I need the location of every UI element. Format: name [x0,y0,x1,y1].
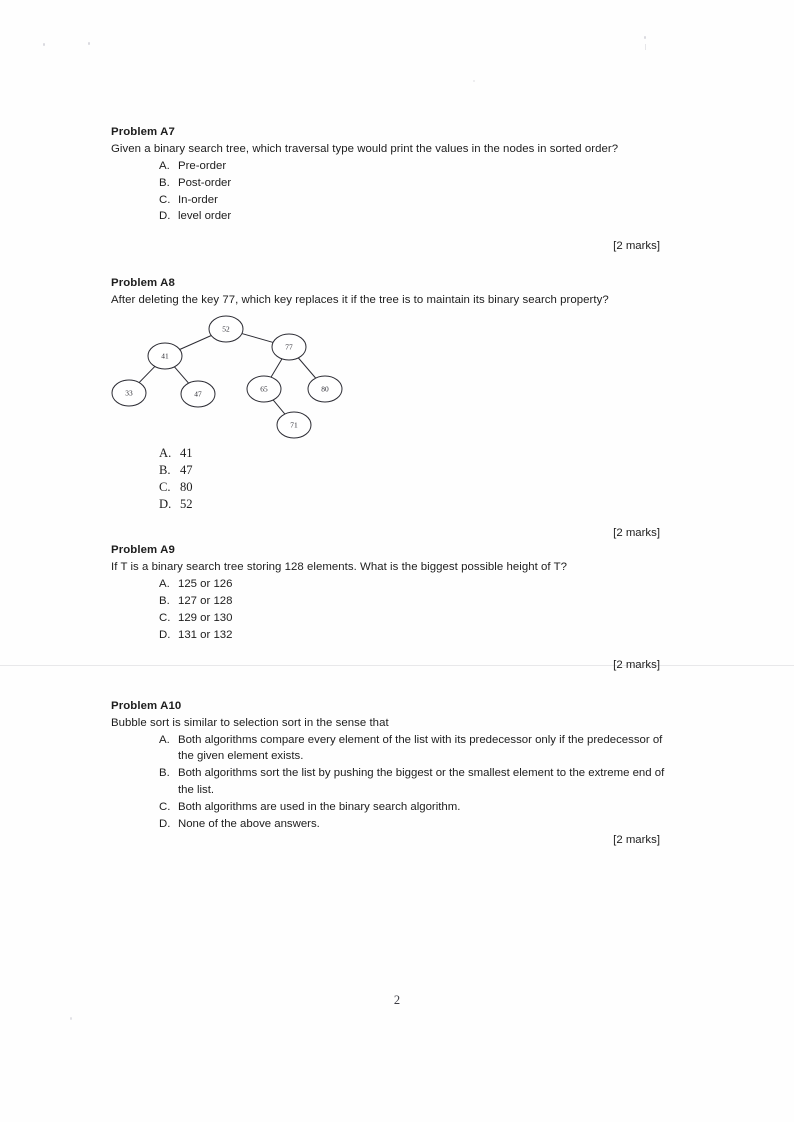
tree-node [112,380,146,406]
problem-a10 [111,698,671,850]
tree-node-label: 33 [125,388,133,398]
tree-nodes [112,316,342,438]
option-a[interactable] [111,158,671,175]
scan-speckle [645,44,646,50]
option-text: Both algorithms are used in the binary search algorithm. [178,800,461,813]
problem-title: Problem A10 [111,699,182,712]
tree-node [181,381,215,407]
option-letter: A. [159,446,172,461]
options-list [111,445,671,512]
scan-speckle [70,1017,72,1020]
option-letter: A. [159,733,170,746]
option-text: 131 or 132 [178,628,233,641]
tree-node [272,334,306,360]
option-text: Both algorithms sort the list by pushing the biggest or the smallest element to the extreme end of the list. [178,767,665,796]
problem-title: Problem A7 [111,126,175,138]
options-list [111,158,671,225]
tree-node-label: 65 [260,384,268,394]
option-text: 47 [180,462,193,477]
option-c[interactable] [111,610,671,627]
tree-node-label: 41 [161,351,169,361]
marks-label: [2 marks] [613,527,660,540]
tree-svg [111,315,391,445]
option-letter: D. [159,496,172,511]
problem-stem: If T is a binary search tree storing 128 elements. What is the biggest possible height of T? [111,561,568,574]
option-d[interactable] [111,496,671,513]
option-letter: B. [159,176,170,189]
problem-a9 [111,542,671,673]
option-a[interactable] [111,732,671,766]
option-d[interactable] [111,627,671,644]
problem-stem: After deleting the key 77, which key replaces it if the tree is to maintain its binary search property? [111,294,609,307]
option-c[interactable] [111,192,671,209]
option-letter: B. [159,767,170,780]
binary-search-tree-diagram [111,315,671,445]
option-d[interactable] [111,208,671,225]
tree-edge [139,367,155,383]
option-text: 52 [180,496,193,511]
option-letter: B. [159,462,171,477]
option-c[interactable] [111,799,671,816]
option-text: 127 or 128 [178,595,233,608]
exam-content [111,124,671,849]
option-a[interactable] [111,445,671,462]
tree-edge [273,400,285,414]
option-letter: A. [159,160,170,172]
option-letter: D. [159,817,171,830]
option-text: 129 or 130 [178,611,233,624]
problem-a8 [111,275,671,542]
tree-node [308,376,342,402]
scan-speckle [473,80,475,82]
option-c[interactable] [111,479,671,496]
option-letter: D. [159,210,171,223]
tree-edge [271,359,282,377]
marks-label: [2 marks] [613,240,660,253]
option-text: Pre-order [178,160,227,172]
problem-title: Problem A9 [111,544,175,557]
option-letter: C. [159,611,171,624]
tree-edge [242,334,273,343]
option-letter: C. [159,193,171,206]
page-number: 2 [393,993,401,1007]
option-letter: A. [159,578,170,591]
tree-edge [180,336,212,350]
marks-label: [2 marks] [613,658,660,671]
scan-speckle [88,42,90,45]
tree-edge [174,367,188,383]
option-b[interactable] [111,765,671,799]
option-text: 125 or 126 [178,578,233,591]
problem-stem: Given a binary search tree, which traversal type would print the values in the nodes in sorted order? [111,143,619,155]
option-b[interactable] [111,593,671,610]
option-text: In-order [178,193,218,206]
option-text: Both algorithms compare every element of the list with its predecessor only if the predecessor of the given element exists. [178,733,663,763]
options-list [111,732,671,833]
option-b[interactable] [111,175,671,192]
problem-title: Problem A8 [111,277,175,290]
tree-node-label: 47 [194,389,202,399]
tree-node [277,412,311,438]
marks-label: [2 marks] [613,834,660,847]
option-text: 41 [180,446,193,461]
tree-node [148,343,182,369]
scan-speckle [644,36,646,39]
options-list [111,576,671,643]
option-letter: B. [159,595,170,608]
tree-edge [298,358,315,378]
problem-stem: Bubble sort is similar to selection sort in the sense that [111,716,389,729]
tree-node-label: 52 [222,324,230,334]
option-text: level order [178,210,232,223]
tree-node-label: 77 [285,342,293,352]
option-letter: C. [159,800,171,813]
option-b[interactable] [111,462,671,479]
tree-node-label: 80 [321,384,329,394]
option-text: None of the above answers. [178,817,320,830]
problem-a7 [111,124,671,255]
option-letter: D. [159,628,171,641]
tree-node [209,316,243,342]
option-a[interactable] [111,576,671,593]
option-text: 80 [180,479,193,494]
tree-node-label: 71 [290,420,298,430]
scan-speckle [43,43,45,46]
option-d[interactable] [111,816,671,833]
option-letter: C. [159,479,171,494]
option-text: Post-order [178,176,232,189]
tree-node [247,376,281,402]
